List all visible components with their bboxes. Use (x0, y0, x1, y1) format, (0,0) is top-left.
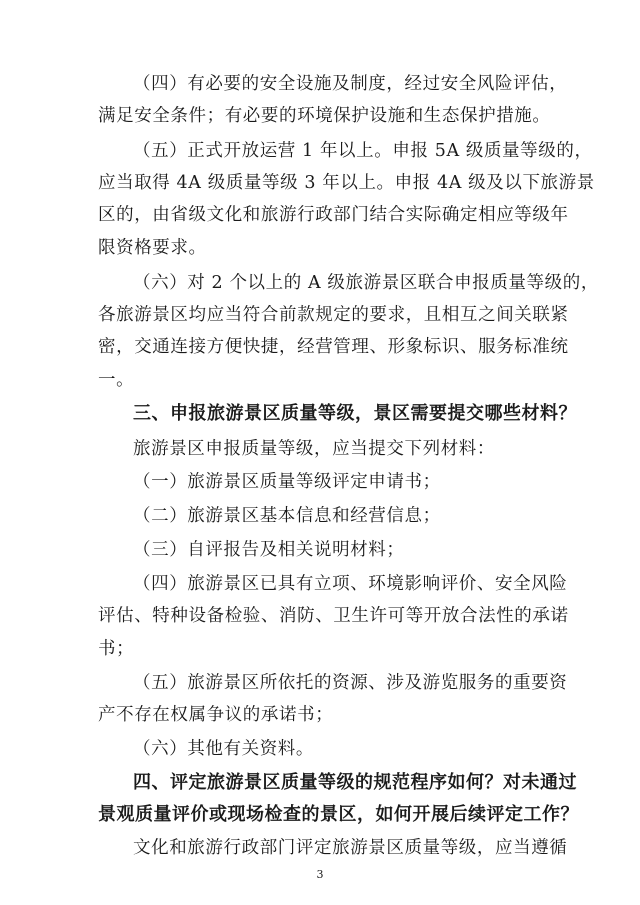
paragraph-line: 文化和旅游行政部门评定旅游景区质量等级，应当遵循 (133, 838, 568, 858)
paragraph-line: 区的，由省级文化和旅游行政部门结合实际确定相应等级年 (98, 205, 569, 225)
paragraph-line: 密，交通连接方便快捷，经营管理、形象标识、服务标准统 (98, 337, 569, 357)
paragraph-line: 旅游景区申报质量等级，应当提交下列材料： (133, 439, 495, 459)
paragraph-line: 产不存在权属争议的承诺书； (98, 705, 334, 725)
paragraph-line: （五）正式开放运营 1 年以上。申报 5A 级质量等级的， (133, 141, 593, 161)
paragraph-line: 满足安全条件；有必要的环境保护设施和生态保护措施。 (98, 106, 551, 126)
paragraph-line: （四）有必要的安全设施及制度，经过安全风险评估， (133, 74, 568, 94)
paragraph-line: 评估、特种设备检验、消防、卫生许可等开放合法性的承诺 (98, 606, 569, 626)
paragraph-line: （六）其他有关资料。 (133, 739, 314, 759)
paragraph-line: （六）对 2 个以上的 A 级旅游景区联合申报质量等级的， (133, 273, 599, 293)
section-heading-4-cont: 景观质量评价或现场检查的景区，如何开展后续评定工作？ (98, 804, 579, 825)
paragraph-line: （五）旅游景区所依托的资源、涉及游览服务的重要资 (133, 673, 568, 693)
paragraph-line: 应当取得 4A 级质量等级 3 年以上。申报 4A 级及以下旅游景 (98, 173, 595, 193)
paragraph-line: 书； (98, 639, 135, 659)
paragraph-line: 一。 (98, 370, 135, 390)
paragraph-line: 各旅游景区均应当符合前款规定的要求，且相互之间关联紧 (98, 305, 569, 325)
paragraph-line: 限资格要求。 (98, 238, 207, 258)
paragraph-line: （二）旅游景区基本信息和经营信息； (133, 506, 441, 526)
paragraph-line: （三）自评报告及相关说明材料； (133, 540, 405, 560)
section-heading-3: 三、申报旅游景区质量等级，景区需要提交哪些材料？ (133, 403, 577, 424)
page-number: 3 (316, 868, 324, 881)
paragraph-line: （一）旅游景区质量等级评定申请书； (133, 472, 441, 492)
section-heading-4: 四、评定旅游景区质量等级的规范程序如何？对未通过 (133, 772, 577, 793)
paragraph-line: （四）旅游景区已具有立项、环境影响评价、安全风险 (133, 574, 568, 594)
